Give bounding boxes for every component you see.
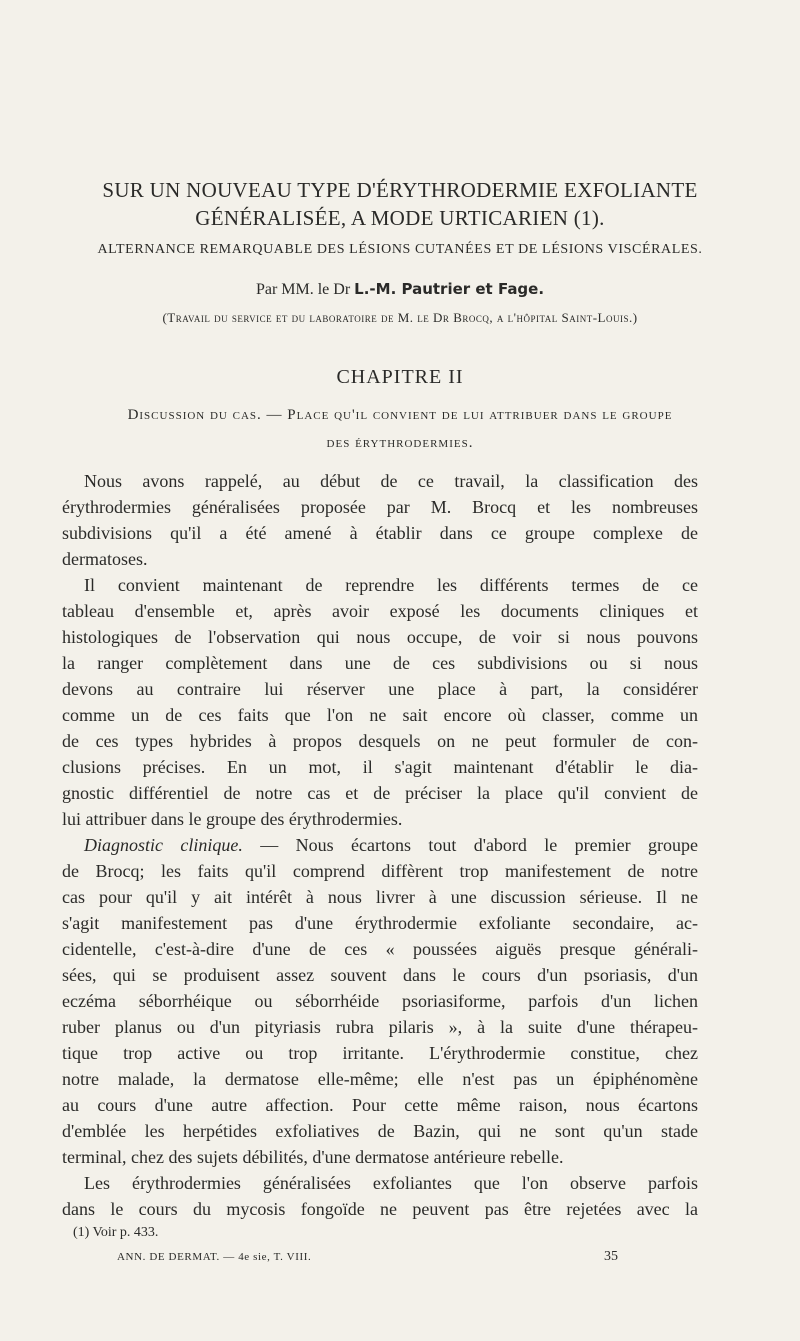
body-line: érythrodermies généralisées proposée par M. Brocq et les nombreuses xyxy=(62,497,698,517)
body-line: cas pour qu'il y ait intérêt à nous livrer à une discussion sérieuse. Il ne xyxy=(62,887,698,907)
body-line: de Brocq; les faits qu'il comprend diffèrent trop manifestement de notre xyxy=(62,861,698,881)
body-line: dans le cours du mycosis fongoïde ne peuvent pas être rejetées avec la xyxy=(62,1199,698,1219)
body-line-italic-lead: Diagnostic clinique. — Nous écartons tout d'abord le premier groupe xyxy=(84,835,698,855)
body-line: tableau d'ensemble et, après avoir exposé les documents cliniques et xyxy=(62,601,698,621)
authors-line xyxy=(0,280,800,299)
body-line: histologiques de l'observation qui nous occupe, de voir si nous pouvons xyxy=(62,627,698,647)
body-text xyxy=(62,468,698,1222)
body-line: Nous avons rappelé, au début de ce travail, la classification des xyxy=(84,471,698,491)
page-number: 35 xyxy=(604,1249,618,1264)
body-line: subdivisions qu'il a été amené à établir dans ce groupe complexe de xyxy=(62,523,698,543)
body-line: comme un de ces faits que l'on ne sait encore où classer, comme un xyxy=(62,705,698,725)
body-line: d'emblée les herpétides exfoliatives de Bazin, qui ne sont qu'un stade xyxy=(62,1121,698,1141)
body-line: ruber planus ou d'un pityriasis rubra pilaris », à la suite d'une thérapeu- xyxy=(62,1017,698,1037)
article-title-line2: GÉNÉRALISÉE, A MODE URTICARIEN (1). xyxy=(195,206,605,230)
body-line: la ranger complètement dans une de ces subdivisions ou si nous xyxy=(62,653,698,673)
body-line: devons au contraire lui réserver une place à part, la considérer xyxy=(62,679,698,699)
article-title-line1: SUR UN NOUVEAU TYPE D'ÉRYTHRODERMIE EXFOLIANTE xyxy=(102,178,698,202)
affiliation: (Travail du service et du laboratoire de M. le Dr Brocq, a l'hôpital Saint-Louis.) xyxy=(162,310,638,325)
footnote: (1) Voir p. 433. xyxy=(73,1225,159,1240)
body-line: de ces types hybrides à propos desquels on ne peut formuler de con- xyxy=(62,731,698,751)
body-line: lui attribuer dans le groupe des érythrodermies. xyxy=(62,809,403,829)
body-line: notre malade, la dermatose elle-même; elle n'est pas un épiphénomène xyxy=(62,1069,698,1089)
section-heading-line1: Discussion du cas. — Place qu'il convient de lui attribuer dans le groupe xyxy=(127,407,673,423)
body-line: gnostic différentiel de notre cas et de préciser la place qu'il convient de xyxy=(62,783,698,803)
body-line: s'agit manifestement pas d'une érythrodermie exfoliante secondaire, ac- xyxy=(62,913,698,933)
body-line: au cours d'une autre affection. Pour cette même raison, nous écartons xyxy=(62,1095,698,1115)
body-line: Il convient maintenant de reprendre les différents termes de ce xyxy=(84,575,698,595)
authors-names: L.-M. Pautrier et Fage. xyxy=(354,280,545,298)
body-line: sées, qui se produisent assez souvent dans le cours d'un psoriasis, d'un xyxy=(62,965,698,985)
chapter-title: CHAPITRE II xyxy=(336,366,464,388)
body-line: Les érythrodermies généralisées exfoliantes que l'on observe parfois xyxy=(84,1173,698,1193)
section-heading-line2: des érythrodermies. xyxy=(326,435,474,451)
body-line: eczéma séborrhéique ou séborrhéide psoriasiforme, parfois d'un lichen xyxy=(62,991,698,1011)
authors-prefix: Par MM. le Dr xyxy=(255,281,351,298)
body-line: clusions précises. En un mot, il s'agit maintenant d'établir le dia- xyxy=(62,757,698,777)
running-footer: ANN. DE DERMAT. — 4e sie, T. VIII. xyxy=(117,1251,312,1263)
body-line: tique trop active ou trop irritante. L'érythrodermie constitue, chez xyxy=(62,1043,698,1063)
article-subtitle: ALTERNANCE REMARQUABLE DES LÉSIONS CUTANÉES ET DE LÉSIONS VISCÉRALES. xyxy=(97,242,703,257)
body-line: cidentelle, c'est-à-dire d'une de ces « poussées aiguës presque générali- xyxy=(62,939,698,959)
body-line: dermatoses. xyxy=(62,549,148,569)
body-line: terminal, chez des sujets débilités, d'une dermatose antérieure rebelle. xyxy=(62,1147,564,1167)
